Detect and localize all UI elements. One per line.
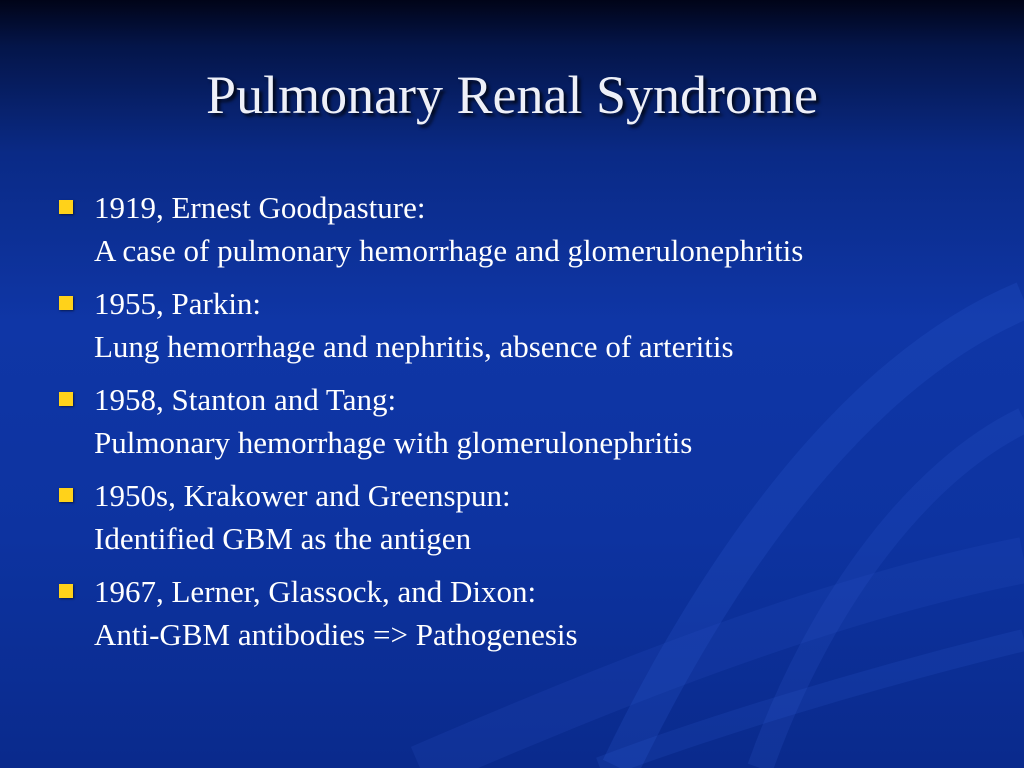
- bullet-heading: 1950s, Krakower and Greenspun:: [94, 478, 511, 513]
- bullet-detail: Identified GBM as the antigen: [94, 521, 472, 556]
- list-item: [56, 186, 1006, 272]
- bullet-heading: 1958, Stanton and Tang:: [94, 382, 397, 417]
- list-item: [56, 570, 1006, 656]
- square-bullet-icon: [59, 392, 73, 406]
- bullet-heading: 1955, Parkin:: [94, 286, 262, 321]
- bullet-detail: Pulmonary hemorrhage with glomerulonephritis: [94, 425, 693, 460]
- square-bullet-icon: [59, 296, 73, 310]
- slide-title: Pulmonary Renal Syndrome: [206, 65, 818, 125]
- square-bullet-icon: [59, 200, 73, 214]
- bullet-detail: A case of pulmonary hemorrhage and glomerulonephritis: [94, 233, 804, 268]
- list-item: [56, 474, 1006, 560]
- square-bullet-icon: [59, 488, 73, 502]
- bullet-heading: 1919, Ernest Goodpasture:: [94, 190, 426, 225]
- bullet-detail: Lung hemorrhage and nephritis, absence of arteritis: [94, 329, 734, 364]
- bullet-heading: 1967, Lerner, Glassock, and Dixon:: [94, 574, 537, 609]
- bullet-detail: Anti-GBM antibodies => Pathogenesis: [94, 617, 578, 652]
- bullet-list: [56, 186, 1006, 666]
- list-item: [56, 282, 1006, 368]
- square-bullet-icon: [59, 584, 73, 598]
- list-item: [56, 378, 1006, 464]
